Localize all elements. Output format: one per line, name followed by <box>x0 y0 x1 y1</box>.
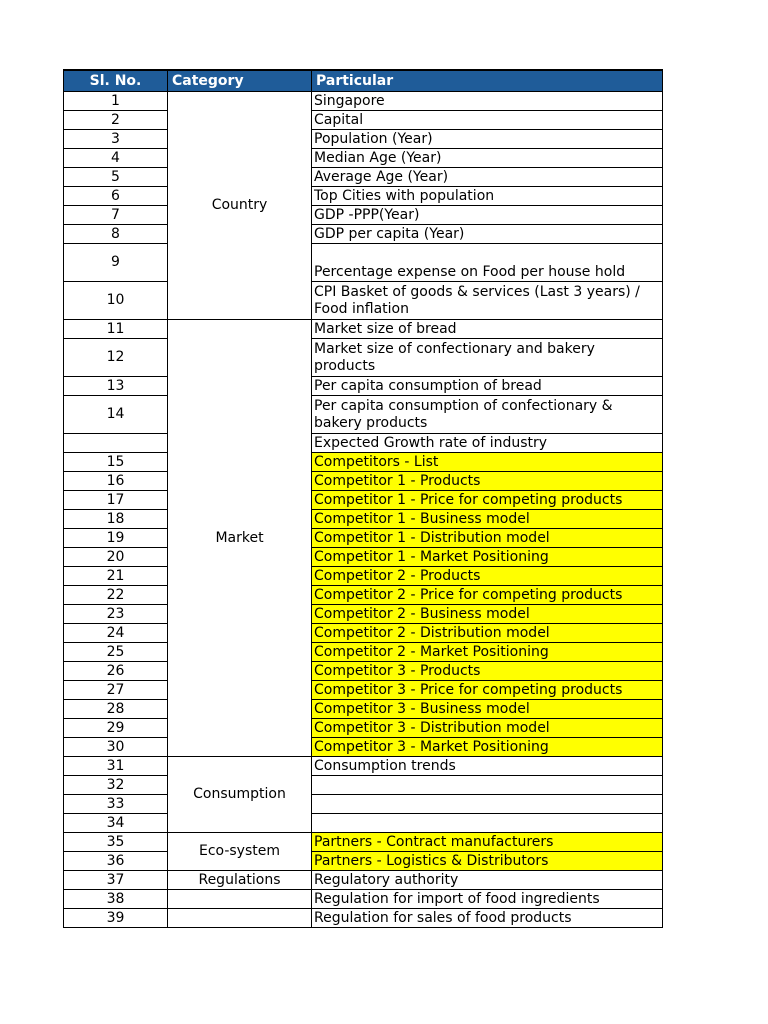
sl-cell[interactable]: 4 <box>64 149 168 168</box>
particular-cell[interactable]: Competitor 1 - Price for competing products <box>312 491 663 510</box>
table-row <box>64 130 663 149</box>
sl-cell[interactable]: 21 <box>64 567 168 586</box>
particular-cell[interactable]: Competitor 3 - Business model <box>312 700 663 719</box>
table-row <box>64 548 663 567</box>
sl-cell[interactable]: 35 <box>64 833 168 852</box>
category-cell-empty[interactable] <box>168 890 312 909</box>
particular-cell[interactable]: GDP per capita (Year) <box>312 225 663 244</box>
particular-cell[interactable]: Average Age (Year) <box>312 168 663 187</box>
table-row <box>64 567 663 586</box>
table-row <box>64 168 663 187</box>
category-cell-empty[interactable] <box>168 909 312 928</box>
particular-cell[interactable]: Competitors - List <box>312 453 663 472</box>
sl-cell[interactable]: 6 <box>64 187 168 206</box>
table-row <box>64 814 663 833</box>
sl-cell[interactable]: 39 <box>64 909 168 928</box>
sl-cell[interactable]: 23 <box>64 605 168 624</box>
particular-cell[interactable] <box>312 776 663 795</box>
particular-cell[interactable]: Competitor 2 - Business model <box>312 605 663 624</box>
sl-cell[interactable]: 12 <box>64 339 168 377</box>
sl-cell[interactable]: 24 <box>64 624 168 643</box>
sl-cell[interactable]: 16 <box>64 472 168 491</box>
table-row <box>64 453 663 472</box>
particular-cell[interactable]: Competitor 2 - Market Positioning <box>312 643 663 662</box>
sl-cell[interactable]: 15 <box>64 453 168 472</box>
table-row <box>64 662 663 681</box>
table-row <box>64 282 663 320</box>
particular-cell[interactable]: Regulation for import of food ingredients <box>312 890 663 909</box>
table-row <box>64 377 663 396</box>
sl-cell[interactable]: 13 <box>64 377 168 396</box>
table-row <box>64 833 663 852</box>
table-row <box>64 206 663 225</box>
category-cell-ecosystem[interactable]: Eco-system <box>168 833 312 871</box>
table-row <box>64 795 663 814</box>
sl-cell[interactable]: 36 <box>64 852 168 871</box>
particular-cell[interactable]: Competitor 2 - Products <box>312 567 663 586</box>
particular-cell[interactable]: Percentage expense on Food per house hold <box>312 244 663 282</box>
sl-cell[interactable]: 22 <box>64 586 168 605</box>
sl-cell[interactable]: 11 <box>64 320 168 339</box>
particular-cell[interactable]: Top Cities with population <box>312 187 663 206</box>
sl-cell[interactable]: 19 <box>64 529 168 548</box>
sl-cell[interactable]: 17 <box>64 491 168 510</box>
particular-cell[interactable]: Competitor 3 - Products <box>312 662 663 681</box>
sl-cell[interactable]: 38 <box>64 890 168 909</box>
table-row <box>64 738 663 757</box>
research-checklist-table <box>63 69 663 928</box>
sl-cell[interactable]: 33 <box>64 795 168 814</box>
particular-cell[interactable]: CPI Basket of goods & services (Last 3 years) / Food inflation <box>312 282 663 320</box>
sl-cell[interactable]: 2 <box>64 111 168 130</box>
sl-cell[interactable]: 31 <box>64 757 168 776</box>
table-row <box>64 890 663 909</box>
header-particular[interactable]: Particular <box>312 70 663 92</box>
particular-cell[interactable]: Partners - Contract manufacturers <box>312 833 663 852</box>
particular-cell[interactable]: Median Age (Year) <box>312 149 663 168</box>
table-row <box>64 757 663 776</box>
particular-cell[interactable]: Competitor 1 - Distribution model <box>312 529 663 548</box>
sl-cell[interactable]: 1 <box>64 92 168 111</box>
table-row <box>64 491 663 510</box>
sl-cell[interactable]: 25 <box>64 643 168 662</box>
sl-cell[interactable]: 28 <box>64 700 168 719</box>
table-row <box>64 643 663 662</box>
particular-cell[interactable]: Capital <box>312 111 663 130</box>
table-row <box>64 586 663 605</box>
sl-cell[interactable]: 29 <box>64 719 168 738</box>
particular-cell[interactable] <box>312 814 663 833</box>
table-row <box>64 320 663 339</box>
sl-cell[interactable]: 18 <box>64 510 168 529</box>
particular-cell[interactable]: Competitor 1 - Market Positioning <box>312 548 663 567</box>
particular-cell[interactable]: Competitor 2 - Price for competing products <box>312 586 663 605</box>
sl-cell[interactable]: 20 <box>64 548 168 567</box>
sl-cell[interactable]: 9 <box>64 244 168 282</box>
sl-cell[interactable]: 37 <box>64 871 168 890</box>
particular-cell[interactable]: Market size of confectionary and bakery products <box>312 339 663 377</box>
table-row <box>64 776 663 795</box>
sl-cell[interactable]: 8 <box>64 225 168 244</box>
table-row <box>64 149 663 168</box>
particular-cell[interactable]: Regulatory authority <box>312 871 663 890</box>
particular-cell[interactable]: Competitor 3 - Price for competing products <box>312 681 663 700</box>
particular-cell[interactable]: Competitor 1 - Business model <box>312 510 663 529</box>
particular-cell[interactable]: Per capita consumption of confectionary & bakery products <box>312 396 663 434</box>
category-cell-market[interactable]: Market <box>168 320 312 757</box>
category-cell-country[interactable]: Country <box>168 92 312 320</box>
category-cell-consumption[interactable]: Consumption <box>168 757 312 833</box>
table-row <box>64 434 663 453</box>
particular-cell[interactable]: Per capita consumption of bread <box>312 377 663 396</box>
sl-cell[interactable]: 32 <box>64 776 168 795</box>
header-row <box>64 70 663 92</box>
category-cell-regulations[interactable]: Regulations <box>168 871 312 890</box>
table-row <box>64 111 663 130</box>
particular-cell[interactable]: Competitor 3 - Distribution model <box>312 719 663 738</box>
table-row <box>64 624 663 643</box>
table-row <box>64 871 663 890</box>
particular-cell[interactable]: Competitor 1 - Products <box>312 472 663 491</box>
table-row <box>64 529 663 548</box>
table-row <box>64 681 663 700</box>
sl-cell[interactable]: 5 <box>64 168 168 187</box>
table-row <box>64 244 663 282</box>
sl-cell[interactable] <box>64 434 168 453</box>
particular-cell[interactable]: Singapore <box>312 92 663 111</box>
header-category[interactable]: Category <box>168 70 312 92</box>
particular-cell[interactable]: Competitor 2 - Distribution model <box>312 624 663 643</box>
table-row <box>64 852 663 871</box>
particular-cell[interactable]: Expected Growth rate of industry <box>312 434 663 453</box>
particular-cell[interactable]: Regulation for sales of food products <box>312 909 663 928</box>
table-row <box>64 225 663 244</box>
table-row <box>64 187 663 206</box>
table-row <box>64 396 663 434</box>
sl-cell[interactable]: 14 <box>64 396 168 434</box>
particular-cell[interactable]: Partners - Logistics & Distributors <box>312 852 663 871</box>
table-row <box>64 510 663 529</box>
particular-cell[interactable] <box>312 795 663 814</box>
table-row <box>64 605 663 624</box>
particular-cell[interactable]: Population (Year) <box>312 130 663 149</box>
sl-cell[interactable]: 10 <box>64 282 168 320</box>
table-row <box>64 472 663 491</box>
sl-cell[interactable]: 7 <box>64 206 168 225</box>
table-row <box>64 92 663 111</box>
sl-cell[interactable]: 3 <box>64 130 168 149</box>
particular-cell[interactable]: Market size of bread <box>312 320 663 339</box>
sl-cell[interactable]: 30 <box>64 738 168 757</box>
particular-cell[interactable]: Competitor 3 - Market Positioning <box>312 738 663 757</box>
table-row <box>64 719 663 738</box>
particular-cell[interactable]: GDP -PPP(Year) <box>312 206 663 225</box>
table-row <box>64 339 663 377</box>
sl-cell[interactable]: 27 <box>64 681 168 700</box>
particular-cell[interactable]: Consumption trends <box>312 757 663 776</box>
table-row <box>64 909 663 928</box>
header-sl-no[interactable]: Sl. No. <box>64 70 168 92</box>
sl-cell[interactable]: 34 <box>64 814 168 833</box>
table-row <box>64 700 663 719</box>
sl-cell[interactable]: 26 <box>64 662 168 681</box>
